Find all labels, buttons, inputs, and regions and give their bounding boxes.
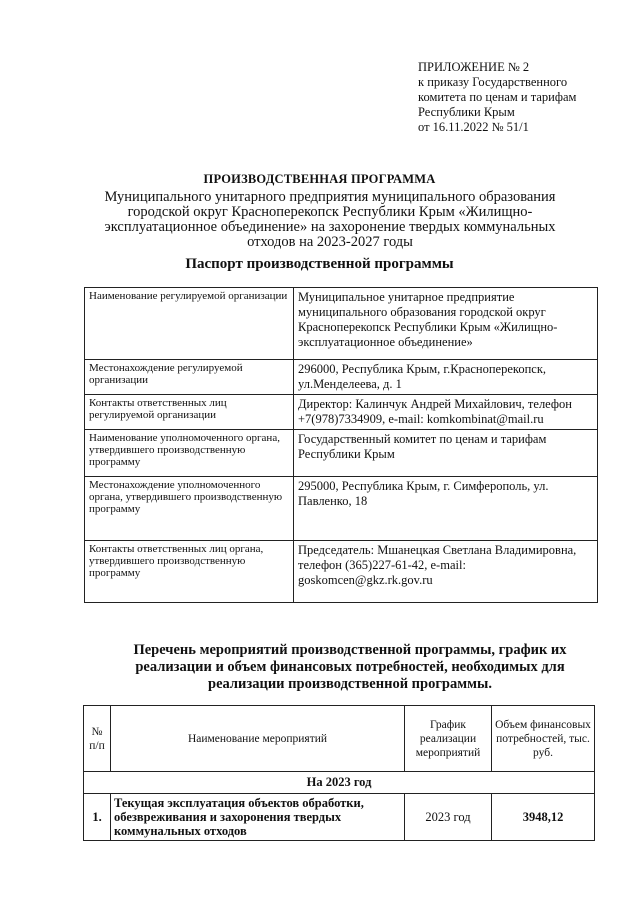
passport-title: Паспорт производственной программы — [185, 256, 454, 272]
table-row — [85, 477, 598, 541]
passport-table — [84, 287, 598, 603]
passport-value: 296000, Республика Крым, г.Красноперекопск, ул.Менделеева, д. 1 — [294, 360, 598, 395]
organization-title: Муниципального унитарного предприятия муниципального образования городской округ Красноперекопск Республики Крым «Жилищно-эксплуатационное объединение» на захоронение твердых коммунальных отходов на 2023-2027 годы — [104, 189, 556, 250]
events-table — [83, 705, 595, 841]
table-row — [85, 541, 598, 603]
passport-key: Контакты ответственных лиц органа, утвердившего производственную программу — [85, 541, 294, 603]
events-title: Перечень мероприятий производственной программы, график их реализации и объем финансовых потребностей, необходимых для реализации производственной программы. — [133, 642, 567, 692]
table-row — [84, 794, 595, 841]
header-num: № п/п — [84, 706, 111, 772]
appendix-line: от 16.11.2022 № 51/1 — [418, 120, 529, 134]
passport-value: 295000, Республика Крым, г. Симферополь, ул. Павленко, 18 — [294, 477, 598, 541]
appendix-line: Республики Крым — [418, 105, 515, 119]
header-schedule: График реализации мероприятий — [405, 706, 492, 772]
table-header-row — [84, 706, 595, 772]
passport-value: Муниципальное унитарное предприятие муниципального образования городской округ Красноперекопск Республики Крым «Жилищно-эксплуатационное объединение» — [294, 288, 598, 360]
header-cost: Объем финансовых потребностей, тыс. руб. — [492, 706, 595, 772]
passport-value: Председатель: Мшанецкая Светлана Владимировна, телефон (365)227-61-42, e-mail: goskomcen@gkz.rk.gov.ru — [294, 541, 598, 603]
program-title: ПРОИЗВОДСТВЕННАЯ ПРОГРАММА — [203, 172, 436, 186]
row-name: Текущая эксплуатация объектов обработки, обезвреживания и захоронения твердых коммунальных отходов — [111, 794, 405, 841]
passport-key: Наименование регулируемой организации — [85, 288, 294, 360]
passport-value: Государственный комитет по ценам и тарифам Республики Крым — [294, 430, 598, 477]
row-cost: 3948,12 — [492, 794, 595, 841]
table-row — [85, 288, 598, 360]
appendix-line: к приказу Государственного — [418, 75, 568, 89]
table-row — [84, 772, 595, 794]
row-schedule: 2023 год — [405, 794, 492, 841]
passport-value: Директор: Калинчук Андрей Михайлович, телефон +7(978)7334909, e-mail: komkombinat@mail.ru — [294, 395, 598, 430]
header-name: Наименование мероприятий — [111, 706, 405, 772]
appendix-line: ПРИЛОЖЕНИЕ № 2 — [418, 60, 530, 74]
passport-key: Местонахождение уполномоченного органа, утвердившего производственную программу — [85, 477, 294, 541]
table-row — [85, 430, 598, 477]
table-row — [85, 360, 598, 395]
appendix-block — [418, 60, 633, 135]
passport-key: Наименование уполномоченного органа, утвердившего производственную программу — [85, 430, 294, 477]
year-label: На 2023 год — [84, 772, 595, 794]
passport-key: Местонахождение регулируемой организации — [85, 360, 294, 395]
row-num: 1. — [84, 794, 111, 841]
passport-key: Контакты ответственных лиц регулируемой организации — [85, 395, 294, 430]
appendix-line: комитета по ценам и тарифам — [418, 90, 577, 104]
table-row — [85, 395, 598, 430]
